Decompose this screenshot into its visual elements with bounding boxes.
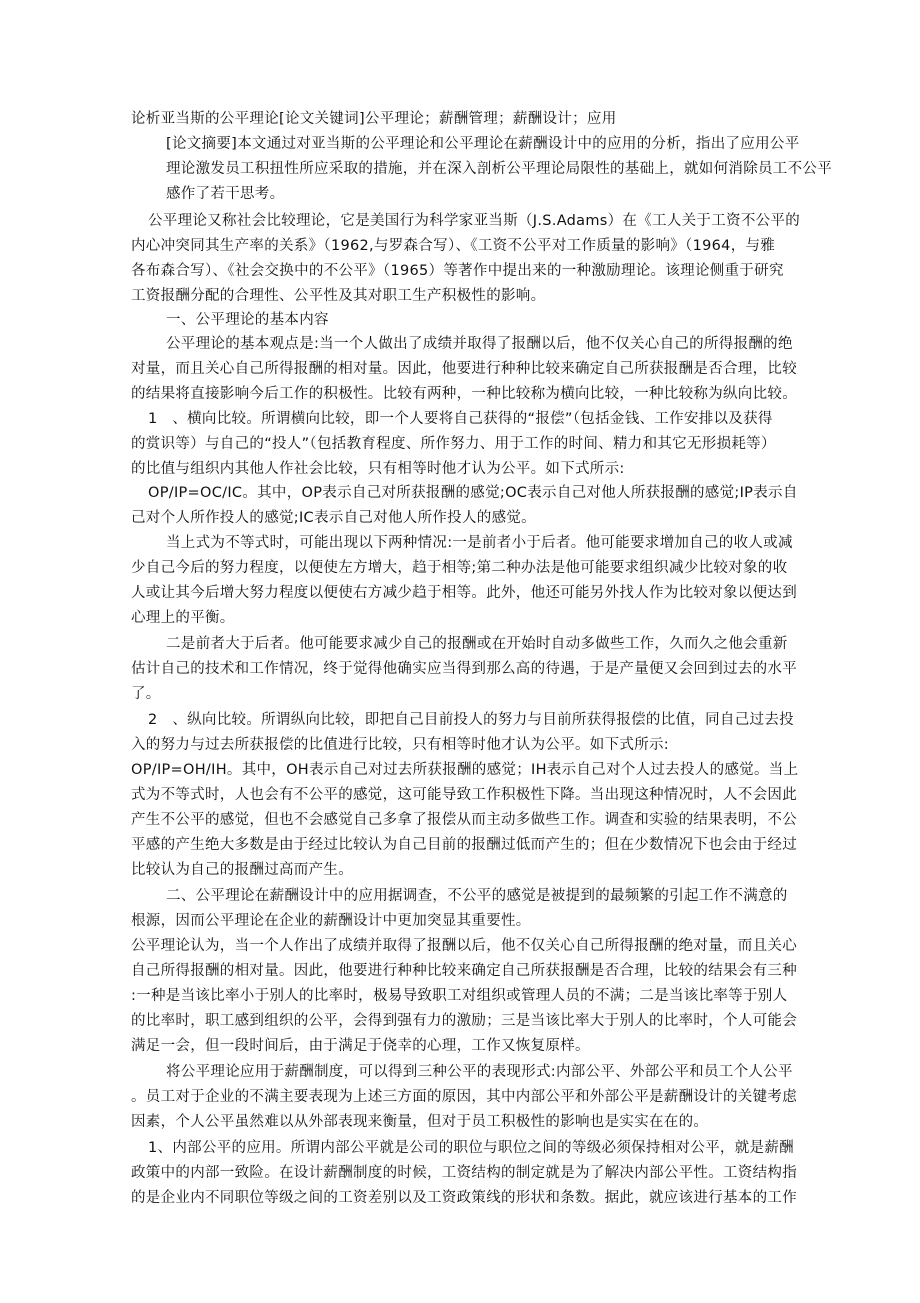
paragraph-line: 的是企业内不同职位等级之间的工资差别以及工资政策线的形状和条数。据此，就应该进行基本的工作 <box>131 1190 797 1206</box>
paragraph-line: 政策中的内部一致险。在设计薪酬制度的时候，工资结构的制定就是为了解决内部公平性。工资结构指 <box>131 1165 797 1181</box>
paragraph-line: 己对个人所作投人的感觉;IC表示自己对他人所作投人的感觉。 <box>131 510 536 526</box>
paragraph-line: 2 、纵向比较。所谓纵向比较，即把自己目前投人的努力与目前所获得报偿的比值，同自己过去投 <box>148 712 794 728</box>
paragraph-line: 因素，个人公平虽然难以从外部表现来衡量，但对于员工积极性的影响也是实实在在的。 <box>131 1114 709 1130</box>
paragraph-line: :一种是当该比率小于别人的比率时，极易导致职工对组织或管理人员的不满；二是当该比率等于别人 <box>131 988 788 1004</box>
paragraph-line: 少自己今后的努力程度，以便使左方增大，趋于相等;第二种办法是他可能要求组织减少比较对象的收 <box>131 560 788 576</box>
paragraph-line: 平感的产生绝大多数是由于经过比较认为自己目前的报酬过低而产生的；但在少数情况下也会由于经过 <box>131 837 797 853</box>
paragraph-line: 公平理论认为，当一个人作出了成绩并取得了报酬以后，他不仅关心自己所得报酬的绝对量，而且关心 <box>131 938 797 954</box>
paragraph-line: 入的努力与过去所获报偿的比值进行比较，只有相等时他才认为公平。如下式所示: <box>131 737 669 753</box>
paragraph-line: 满足一会，但一段时间后，由于满足于侥幸的心理，工作又恢复原样。 <box>131 1038 590 1054</box>
paragraph-line: 内心冲突同其生产率的关系》（1962,与罗森合写）、《工资不公平对工作质量的影响》（1964，与雅 <box>131 238 776 254</box>
paragraph-line: 1、内部公平的应用。所谓内部公平就是公司的职位与职位之间的等级必须保持相对公平，就是薪酬 <box>148 1140 794 1156</box>
paragraph-line: 估计自己的技术和工作情况，终于觉得他确实应当得到那么高的待遇，于是产量便又会回到过去的水平 <box>131 661 797 677</box>
paragraph-line: 对量，而且关心自己所得报酬的相对量。因此，他要进行种种比较来确定自己所获报酬是否合理，比较 <box>131 361 797 377</box>
paragraph-line: 的赏识等）与自己的“投人”（包括教育程度、所作努力、用于工作的时间、精力和其它无形损耗等） <box>131 436 776 452</box>
section-heading: 一、公平理论的基本内容 <box>166 312 329 328</box>
paragraph-line: 的比率时，职工感到组织的公平，会得到强有力的激励；三是当该比率大于别人的比率时，个人可能会 <box>131 1013 797 1029</box>
paragraph-line: 各布森合写）、《社会交换中的不公平》（1965）等著作中提出来的一种激励理论。该理论侧重于研究 <box>131 263 784 279</box>
paragraph-line: 二是前者大于后者。他可能要求减少自己的报酬或在开始时自动多做些工作，久而久之他会重新 <box>166 636 788 652</box>
section-heading: 二、公平理论在薪酬设计中的应用据调查，不公平的感觉是被提到的最频繁的引起工作不满意的 <box>166 888 788 904</box>
document-title-line: 论析亚当斯的公平理论[论文关键词]公平理论；薪酬管理；薪酬设计；应用 <box>131 111 617 127</box>
paragraph-line: 人或让其今后增大努力程度以便使右方减少趋于相等。此外，他还可能另外找人作为比较对象以便达到 <box>131 585 797 601</box>
paragraph-line: 产生不公平的感觉，但也不会感觉自己多拿了报偿从而主动多做些工作。调查和实验的结果表明，不公 <box>131 812 797 828</box>
paragraph-line: 公平理论的基本观点是:当一个人做出了成绩并取得了报酬以后，他不仅关心自己的所得报酬的绝 <box>166 336 793 352</box>
abstract-line: 感作了若干思考。 <box>166 186 285 202</box>
paragraph-line: 公平理论又称社会比较理论，它是美国行为科学家亚当斯（J.S.Adams）在《工人关于工资不公平的 <box>148 213 801 229</box>
paragraph-line: 根源，因而公平理论在企业的薪酬设计中更加突显其重要性。 <box>131 913 531 929</box>
paragraph-line: 式为不等式时，人也会有不公平的感觉，这可能导致工作积极性下降。当出现这种情况时，人不会因此 <box>131 787 797 803</box>
paragraph-line: 比较认为自己的报酬过高而产生。 <box>131 862 353 878</box>
abstract-line: [论文摘要]本文通过对亚当斯的公平理论和公平理论在薪酬设计中的应用的分析，指出了应用公平 <box>166 136 800 152</box>
paragraph-line: 1 、横向比较。所谓横向比较，即一个人要将自己获得的“报偿”（包括金钱、工作安排以及获得 <box>148 411 773 427</box>
formula-line: OP/IP=OH/IH。其中，OH表示自己对过去所获报酬的感觉；IH表示自己对个人过去投人的感觉。当上 <box>131 762 799 778</box>
formula-line: OP/IP=OC/IC。其中，OP表示自己对所获报酬的感觉;OC表示自己对他人所获报酬的感觉;IP表示自 <box>148 485 798 501</box>
paragraph-line: 的比值与组织内其他人作社会比较，只有相等时他才认为公平。如下式所示: <box>131 461 625 477</box>
paragraph-line: 当上式为不等式时，可能出现以下两种情况:一是前者小于后者。他可能要求增加自己的收人或减 <box>166 535 793 551</box>
paragraph-line: 。员工对于企业的不满主要表现为上述三方面的原因，其中内部公平和外部公平是薪酬设计的关键考虑 <box>131 1089 797 1105</box>
paragraph-line: 的结果将直接影响今后工作的积极性。比较有两种，一种比较称为横向比较，一种比较称为纵向比较。 <box>131 386 797 402</box>
paragraph-line: 心理上的平衡。 <box>131 610 235 626</box>
paragraph-line: 工资报酬分配的合理性、公平性及其对职工生产积极性的影响。 <box>131 288 546 304</box>
paragraph-line: 将公平理论应用于薪酬制度，可以得到三种公平的表现形式:内部公平、外部公平和员工个人公平 <box>166 1064 793 1080</box>
paragraph-line: 自己所得报酬的相对量。因此，他要进行种种比较来确定自己所获报酬是否合理，比较的结果会有三种 <box>131 963 797 979</box>
paragraph-line: 了。 <box>131 686 161 702</box>
abstract-line: 理论激发员工积扭性所应采取的措施，并在深入剖析公平理论局限性的基础上，就如何消除员工不公平 <box>166 161 832 177</box>
